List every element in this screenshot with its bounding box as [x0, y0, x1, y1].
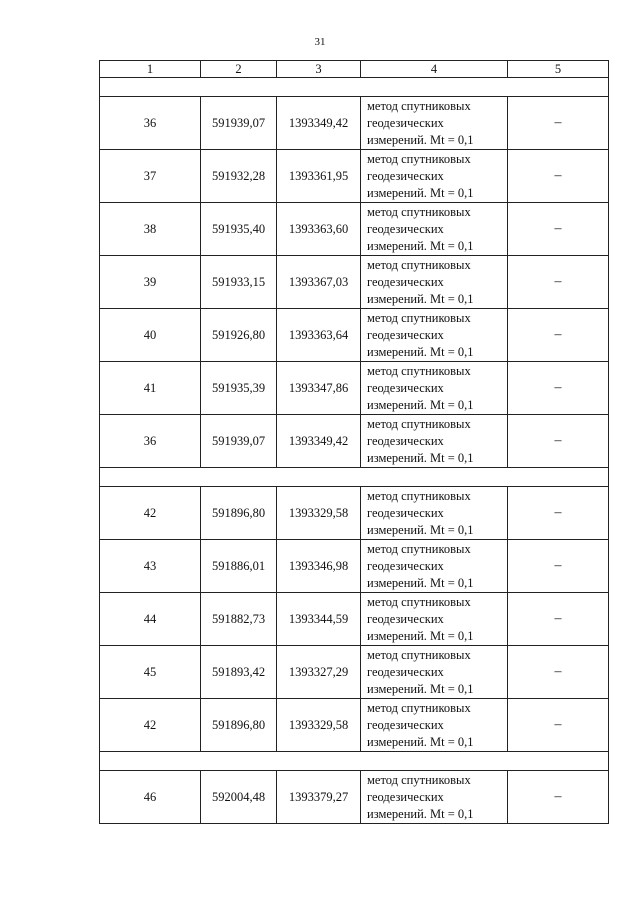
- table-row: [100, 540, 609, 593]
- note-cell: –: [508, 150, 609, 203]
- x-coordinate-cell: 591893,42: [201, 646, 277, 699]
- table-row: [100, 646, 609, 699]
- x-coordinate-cell: 591939,07: [201, 97, 277, 150]
- method-cell: [361, 415, 508, 468]
- header-col-5: 5: [508, 61, 609, 78]
- table-row: [100, 487, 609, 540]
- point-number-cell: 39: [100, 256, 201, 309]
- table-row: [100, 256, 609, 309]
- point-number-cell: 38: [100, 203, 201, 256]
- point-number-cell: 42: [100, 699, 201, 752]
- method-line: измерений. Mt = 0,1: [367, 238, 474, 253]
- group-separator-row: [100, 78, 609, 97]
- method-line: измерений. Mt = 0,1: [367, 344, 474, 359]
- point-number-cell: 46: [100, 771, 201, 824]
- y-coordinate-cell: 1393347,86: [277, 362, 361, 415]
- method-line: метод спутниковых: [367, 416, 471, 431]
- x-coordinate-cell: 591896,80: [201, 487, 277, 540]
- method-line: метод спутниковых: [367, 594, 471, 609]
- method-line: метод спутниковых: [367, 363, 471, 378]
- point-number-cell: 37: [100, 150, 201, 203]
- y-coordinate-cell: 1393329,58: [277, 487, 361, 540]
- y-coordinate-cell: 1393367,03: [277, 256, 361, 309]
- method-line: измерений. Mt = 0,1: [367, 132, 474, 147]
- y-coordinate-cell: 1393379,27: [277, 771, 361, 824]
- table-row: [100, 150, 609, 203]
- table-row: [100, 415, 609, 468]
- table-row: [100, 309, 609, 362]
- method-cell: [361, 699, 508, 752]
- method-line: метод спутниковых: [367, 98, 471, 113]
- note-cell: –: [508, 256, 609, 309]
- table-header: [100, 61, 609, 78]
- point-number-cell: 36: [100, 97, 201, 150]
- method-cell: [361, 646, 508, 699]
- method-line: метод спутниковых: [367, 488, 471, 503]
- x-coordinate-cell: 591886,01: [201, 540, 277, 593]
- x-coordinate-cell: 591935,39: [201, 362, 277, 415]
- x-coordinate-cell: 591933,15: [201, 256, 277, 309]
- method-line: геодезических: [367, 115, 444, 130]
- table-row: [100, 699, 609, 752]
- note-cell: –: [508, 593, 609, 646]
- page-number: 31: [314, 36, 326, 48]
- table-row: [100, 771, 609, 824]
- method-line: геодезических: [367, 433, 444, 448]
- method-line: геодезических: [367, 274, 444, 289]
- x-coordinate-cell: 592004,48: [201, 771, 277, 824]
- method-line: измерений. Mt = 0,1: [367, 450, 474, 465]
- method-line: измерений. Mt = 0,1: [367, 291, 474, 306]
- method-cell: [361, 256, 508, 309]
- header-col-1: 1: [100, 61, 201, 78]
- note-cell: –: [508, 699, 609, 752]
- method-line: измерений. Mt = 0,1: [367, 522, 474, 537]
- header-col-3: 3: [277, 61, 361, 78]
- method-line: метод спутниковых: [367, 647, 471, 662]
- method-line: геодезических: [367, 327, 444, 342]
- method-line: измерений. Mt = 0,1: [367, 575, 474, 590]
- y-coordinate-cell: 1393346,98: [277, 540, 361, 593]
- header-col-2: 2: [201, 61, 277, 78]
- method-line: метод спутниковых: [367, 700, 471, 715]
- x-coordinate-cell: 591935,40: [201, 203, 277, 256]
- table-body: [100, 78, 609, 824]
- method-line: метод спутниковых: [367, 151, 471, 166]
- point-number-cell: 44: [100, 593, 201, 646]
- x-coordinate-cell: 591896,80: [201, 699, 277, 752]
- x-coordinate-cell: 591882,73: [201, 593, 277, 646]
- table-row: [100, 97, 609, 150]
- method-line: измерений. Mt = 0,1: [367, 397, 474, 412]
- method-line: измерений. Mt = 0,1: [367, 734, 474, 749]
- point-number-cell: 41: [100, 362, 201, 415]
- method-line: геодезических: [367, 168, 444, 183]
- group-separator-cell: [100, 752, 609, 771]
- method-line: метод спутниковых: [367, 541, 471, 556]
- method-line: геодезических: [367, 558, 444, 573]
- table-row: [100, 203, 609, 256]
- x-coordinate-cell: 591939,07: [201, 415, 277, 468]
- method-cell: [361, 203, 508, 256]
- y-coordinate-cell: 1393363,64: [277, 309, 361, 362]
- note-cell: –: [508, 487, 609, 540]
- y-coordinate-cell: 1393363,60: [277, 203, 361, 256]
- method-line: геодезических: [367, 611, 444, 626]
- method-line: метод спутниковых: [367, 772, 471, 787]
- method-cell: [361, 540, 508, 593]
- point-number-cell: 42: [100, 487, 201, 540]
- point-number-cell: 40: [100, 309, 201, 362]
- group-separator-row: [100, 752, 609, 771]
- point-number-cell: 45: [100, 646, 201, 699]
- y-coordinate-cell: 1393361,95: [277, 150, 361, 203]
- note-cell: –: [508, 362, 609, 415]
- y-coordinate-cell: 1393344,59: [277, 593, 361, 646]
- note-cell: –: [508, 203, 609, 256]
- note-cell: –: [508, 771, 609, 824]
- x-coordinate-cell: 591932,28: [201, 150, 277, 203]
- group-separator-row: [100, 468, 609, 487]
- method-line: геодезических: [367, 380, 444, 395]
- method-line: измерений. Mt = 0,1: [367, 185, 474, 200]
- method-cell: [361, 150, 508, 203]
- y-coordinate-cell: 1393327,29: [277, 646, 361, 699]
- note-cell: –: [508, 97, 609, 150]
- method-cell: [361, 487, 508, 540]
- coordinates-table: [99, 60, 609, 824]
- note-cell: –: [508, 540, 609, 593]
- point-number-cell: 43: [100, 540, 201, 593]
- y-coordinate-cell: 1393349,42: [277, 415, 361, 468]
- group-separator-cell: [100, 78, 609, 97]
- point-number-cell: 36: [100, 415, 201, 468]
- method-cell: [361, 771, 508, 824]
- method-line: метод спутниковых: [367, 257, 471, 272]
- table-row: [100, 593, 609, 646]
- table-row: [100, 362, 609, 415]
- header-row: [100, 61, 609, 78]
- method-line: измерений. Mt = 0,1: [367, 628, 474, 643]
- method-line: метод спутниковых: [367, 310, 471, 325]
- method-line: геодезических: [367, 789, 444, 804]
- method-line: геодезических: [367, 221, 444, 236]
- method-line: геодезических: [367, 717, 444, 732]
- x-coordinate-cell: 591926,80: [201, 309, 277, 362]
- method-line: измерений. Mt = 0,1: [367, 806, 474, 821]
- method-cell: [361, 362, 508, 415]
- method-cell: [361, 309, 508, 362]
- method-line: измерений. Mt = 0,1: [367, 681, 474, 696]
- note-cell: –: [508, 646, 609, 699]
- header-col-4: 4: [361, 61, 508, 78]
- method-line: метод спутниковых: [367, 204, 471, 219]
- note-cell: –: [508, 309, 609, 362]
- y-coordinate-cell: 1393349,42: [277, 97, 361, 150]
- method-line: геодезических: [367, 505, 444, 520]
- group-separator-cell: [100, 468, 609, 487]
- method-cell: [361, 593, 508, 646]
- method-line: геодезических: [367, 664, 444, 679]
- y-coordinate-cell: 1393329,58: [277, 699, 361, 752]
- method-cell: [361, 97, 508, 150]
- note-cell: –: [508, 415, 609, 468]
